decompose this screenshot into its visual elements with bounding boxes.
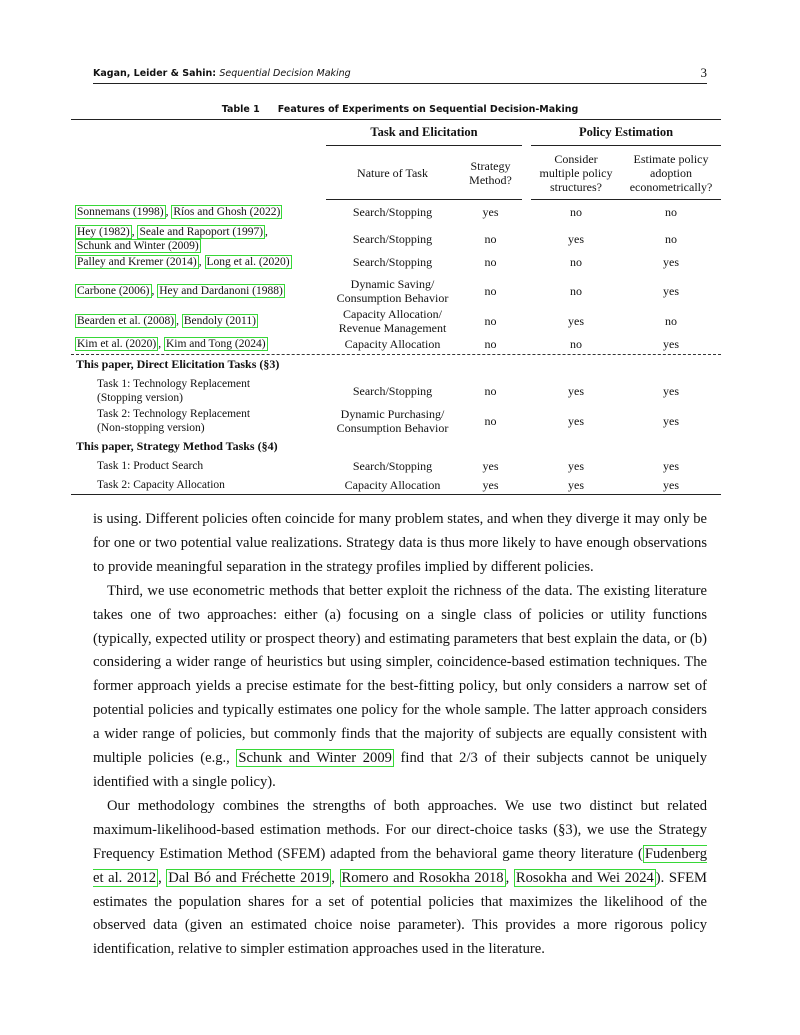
reference-line: [75, 239, 268, 253]
cell-nature: [326, 478, 459, 492]
col-header-econ-line: Estimate policy: [633, 152, 709, 166]
cell-strategy: yes: [482, 459, 499, 473]
table-caption: [0, 104, 800, 115]
cell-strategy: no: [484, 284, 497, 298]
citation-link[interactable]: Schunk and Winter (2009): [77, 240, 199, 252]
reference-line: [75, 284, 285, 298]
cell-nature-line: Search/Stopping: [352, 205, 433, 219]
cell-nature-line: Revenue Management: [338, 321, 447, 335]
cell-multiple: no: [570, 255, 582, 269]
task-line: (Stopping version): [97, 392, 183, 404]
cell-multiple: yes: [568, 314, 584, 328]
cell-multiple: yes: [568, 414, 584, 428]
cell-nature: [326, 337, 459, 351]
citation-link[interactable]: Ríos and Ghosh (2022): [173, 206, 281, 218]
section-header-direct: This paper, Direct Elicitation Tasks (§3): [76, 357, 280, 371]
header-short-title: Sequential Decision Making: [219, 68, 351, 79]
citation-link[interactable]: Bearden et al. (2008): [77, 315, 175, 327]
cell-strategy: no: [484, 384, 497, 398]
col-header-econ: [621, 152, 721, 194]
cell-nature-line: Capacity Allocation: [344, 478, 441, 492]
cell-nature: [326, 407, 459, 435]
cell-nature-line: Capacity Allocation/: [343, 307, 442, 321]
reference-cell: [75, 255, 292, 269]
col-header-multiple-line: multiple policy: [539, 166, 613, 180]
citation-link[interactable]: Schunk and Winter 2009: [238, 750, 392, 767]
reference-cell: [75, 314, 258, 328]
citation-link[interactable]: Fudenberg et al. 2012: [93, 845, 707, 886]
reference-line: [75, 225, 268, 239]
header-rule-policy: [531, 199, 721, 200]
separator: ,: [176, 315, 182, 327]
separator: ,: [265, 226, 268, 238]
group-header-policy: Policy Estimation: [578, 125, 674, 139]
group-header-task: Task and Elicitation: [370, 125, 478, 139]
reference-cell: [75, 337, 268, 351]
cell-econ: yes: [663, 414, 679, 428]
header-rule-task: [326, 199, 522, 200]
cell-nature: [326, 255, 459, 269]
reference-cell: [75, 284, 285, 298]
cell-econ: no: [665, 205, 677, 219]
cell-econ: yes: [663, 384, 679, 398]
task-line: Task 2: Technology Replacement: [97, 408, 251, 420]
cell-strategy: no: [484, 314, 497, 328]
header-authors: Kagan, Leider & Sahin: Sequential Decision Making: [93, 68, 351, 79]
task-line: Task 1: Product Search: [97, 460, 204, 472]
reference-cell: [75, 225, 268, 253]
cell-nature: [326, 277, 459, 305]
separator: ,: [158, 338, 164, 350]
citation-link[interactable]: Sonnemans (1998): [77, 206, 164, 218]
cell-strategy: no: [484, 337, 497, 351]
cell-strategy: yes: [482, 478, 499, 492]
cell-nature-line: Consumption Behavior: [336, 291, 449, 305]
cell-econ: no: [665, 232, 677, 246]
table-caption-text: Features of Experiments on Sequential Decision-Making: [277, 104, 579, 115]
cell-econ: yes: [663, 284, 679, 298]
col-header-econ-line: econometrically?: [629, 180, 713, 194]
cell-nature-line: Dynamic Purchasing/: [340, 407, 445, 421]
cell-multiple: no: [570, 284, 582, 298]
cell-econ: yes: [663, 337, 679, 351]
cell-econ: yes: [663, 478, 679, 492]
task-line: Task 1: Technology Replacement: [97, 378, 251, 390]
paragraph: Our methodology combines the strengths of both approaches. We use two distinct but related maximum-likelihood-based estimation methods. For our direct-choice tasks (§3), we use the Strategy Frequency Estimation Method (SFEM) adapted from the behavioral game theory literature ( Fudenberg et al. 2012 , Dal Bó and Fréchette 2019 , Romero and Rosokha 2018 , Rosokha and Wei 2024 ). SFEM estimates the population shares for a set of potential policies that maximizes the likelihood of the observed data (given an estimated choice noise parameter). This provides a more rigorous policy identification, relative to simpler estimation approaches used in the literature.: [93, 797, 708, 958]
cell-nature-line: Search/Stopping: [352, 459, 433, 473]
cell-nature-line: Search/Stopping: [352, 384, 433, 398]
reference-line: [75, 205, 282, 219]
paragraph-text: find that 2/3 of their subjects cannot be uniquely identified with a single policy).: [93, 750, 708, 790]
page-number: 3: [700, 65, 707, 80]
cell-multiple: no: [570, 337, 582, 351]
col-header-strategy-line: Strategy: [470, 159, 511, 173]
separator: ,: [131, 226, 138, 238]
cell-econ: no: [665, 314, 677, 328]
citation-link[interactable]: Kim et al. (2020): [77, 338, 157, 350]
cell-nature-line: Search/Stopping: [352, 232, 433, 246]
separator: ,: [151, 285, 158, 297]
cell-nature-line: Consumption Behavior: [336, 421, 449, 435]
cell-strategy: no: [484, 255, 497, 269]
cell-nature: [326, 459, 459, 473]
citation-link[interactable]: Carbone (2006): [77, 285, 150, 297]
citation-link[interactable]: Rosokha and Wei 2024: [515, 869, 654, 886]
cell-nature: [326, 384, 459, 398]
section-header-strategy: This paper, Strategy Method Tasks (§4): [76, 439, 278, 453]
reference-cell: [75, 205, 282, 219]
citation-link[interactable]: Bendoly (2011): [183, 315, 256, 327]
citation-link[interactable]: Palley and Kremer (2014): [77, 256, 197, 268]
cell-multiple: yes: [568, 232, 584, 246]
task-cell: [97, 407, 250, 435]
reference-line: [75, 314, 258, 328]
cell-multiple: no: [570, 205, 582, 219]
citation-link[interactable]: Seale and Rapoport (1997): [139, 226, 264, 238]
reference-line: [75, 337, 268, 351]
citation-link[interactable]: Long et al. (2020): [206, 256, 290, 268]
task-cell: [97, 478, 225, 492]
reference-line: [75, 255, 292, 269]
dashed-separator: [71, 354, 721, 355]
citation-link[interactable]: Romero and Rosokha 2018: [341, 869, 504, 886]
paragraph-text: Our methodology combines the strengths of both approaches. We use two distinct but related maximum-likelihood-based estimation methods. For our direct-choice tasks (§3), we use the Strategy Frequency Estimation Method (SFEM) adapted from the behavioral game theory literature (: [93, 797, 707, 862]
task-cell: [97, 459, 203, 473]
cell-econ: yes: [663, 459, 679, 473]
citation-link[interactable]: Hey and Dardanoni (1988): [159, 285, 283, 297]
task-line: Task 2: Capacity Allocation: [97, 479, 225, 491]
cell-strategy: yes: [482, 205, 499, 219]
table-label: Table 1: [221, 104, 260, 115]
paragraph-text: ). SFEM estimates the population shares for a set of potential policies that maximizes the likelihood of the observed data (given an estimated choice noise parameter). This provides a more rigorous policy identification, relative to simpler estimation approaches used in the literature.: [93, 869, 708, 958]
cell-nature: [326, 232, 459, 246]
citation-link[interactable]: Dal Bó and Fréchette 2019: [168, 869, 330, 886]
col-header-nature: Nature of Task: [357, 166, 428, 180]
cell-nature-line: Capacity Allocation: [344, 337, 441, 351]
group-rule-task: [326, 145, 522, 146]
task-line: (Non-stopping version): [97, 422, 205, 434]
col-header-strategy: [459, 159, 522, 187]
cell-nature: [326, 307, 459, 335]
separator: ,: [165, 206, 172, 218]
citation-link[interactable]: Kim and Tong (2024): [165, 338, 266, 350]
cell-nature-line: Dynamic Saving/: [350, 277, 435, 291]
cell-econ: yes: [663, 255, 679, 269]
separator: ,: [198, 256, 205, 268]
task-cell: [97, 377, 250, 405]
group-rule-policy: [531, 145, 721, 146]
col-header-econ-line: adoption: [650, 166, 692, 180]
paragraph: [93, 580, 707, 795]
cell-strategy: no: [484, 232, 497, 246]
cell-nature-line: Search/Stopping: [352, 255, 433, 269]
cell-multiple: yes: [568, 478, 584, 492]
col-header-multiple-line: Consider: [554, 152, 598, 166]
cell-strategy: no: [484, 414, 497, 428]
running-header: [93, 66, 707, 84]
cell-nature: [326, 205, 459, 219]
table-top-rule: [71, 119, 721, 120]
col-header-strategy-line: Method?: [469, 173, 512, 187]
citation-link[interactable]: Hey (1982): [77, 226, 130, 238]
cell-multiple: yes: [568, 459, 584, 473]
col-header-multiple-line: structures?: [550, 180, 602, 194]
table-bottom-rule: [71, 494, 721, 495]
paragraph: is using. Different policies often coincide for many problem states, and when they diverge it may only be for one or two potential value realizations. Strategy data is thus more likely to have enough observations to provide meaningful separation in the strategy profiles implied by different policies.: [93, 511, 707, 575]
paragraph-text: Third, we use econometric methods that better exploit the richness of the data. The existing literature takes one of two approaches: either (a) focusing on a single class of policies or utility functions (typically, expected utility or prospect theory) and estimating parameters that best explain the data, or (b) considering a wider range of heuristics but using simpler, coincidence-based estimation techniques. The former approach yields a precise estimate for the best-fitting policy, but only considers a narrow set of potential policies and typically estimates one policy for the whole sample. The latter approach considers a wider range of policies, but commonly finds that the majority of subjects are equally consistent with multiple policies (e.g.,: [93, 582, 707, 767]
body-text: [93, 508, 707, 962]
col-header-multiple: [531, 152, 621, 194]
cell-multiple: yes: [568, 384, 584, 398]
